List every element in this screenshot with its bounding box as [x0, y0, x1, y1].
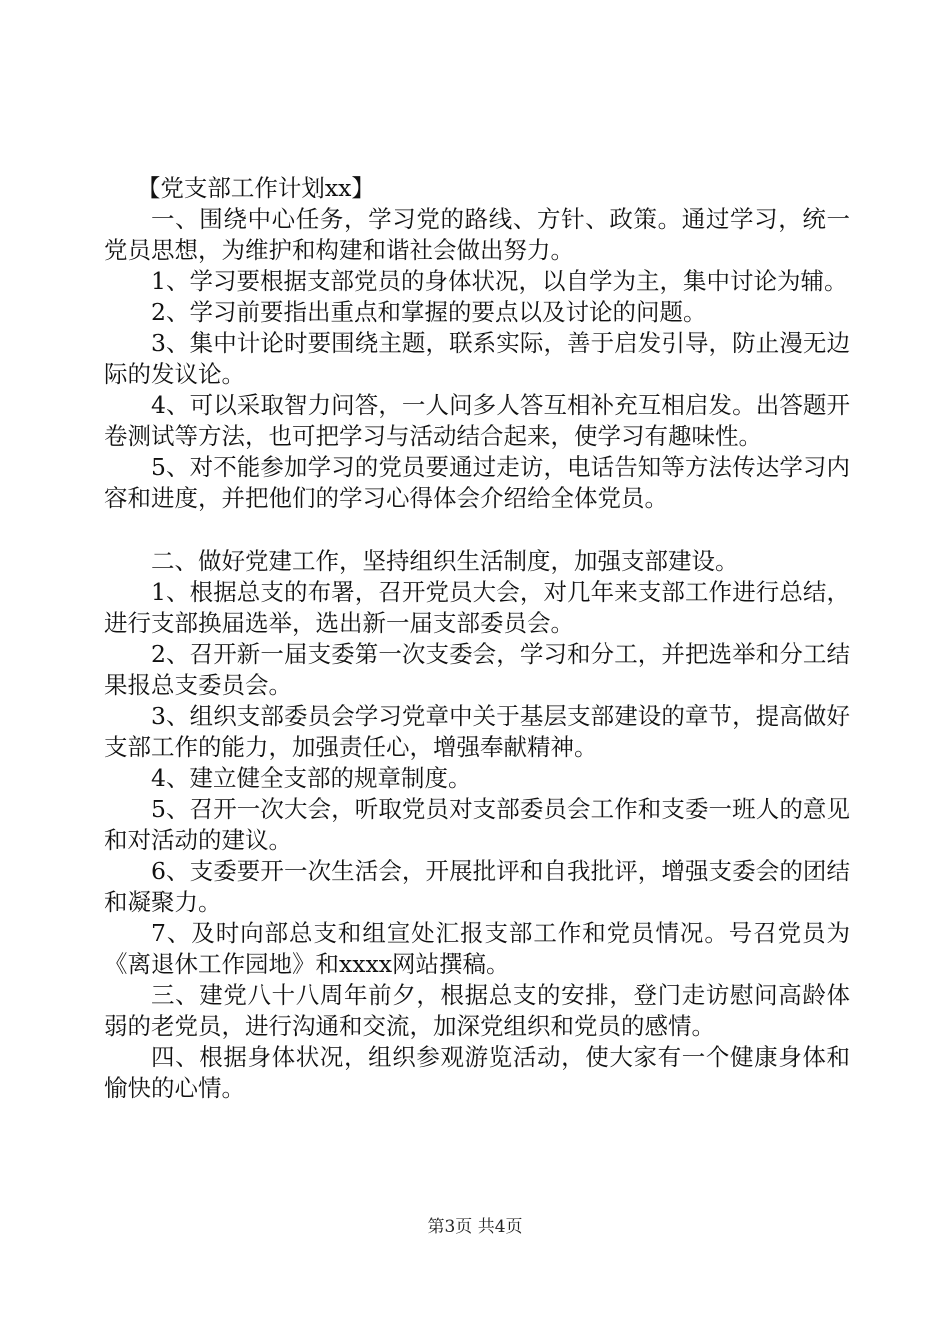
- section-4-heading: 四、根据身体状况，组织参观游览活动，使大家有一个健康身体和愉快的心情。: [104, 1043, 850, 1102]
- section-1-item-4: 4、可以采取智力问答，一人问多人答互相补充互相启发。出答题开卷测试等方法，也可把学习与活动结合起来，使学习有趣味性。: [104, 391, 850, 450]
- section-1-item-2: 2、学习前要指出重点和掌握的要点以及讨论的问题。: [151, 298, 707, 326]
- section-1-item-3: 3、集中计论时要围绕主题，联系实际，善于启发引导，防止漫无边际的发议论。: [104, 329, 850, 388]
- section-1-item-5: 5、对不能参加学习的党员要通过走访，电话告知等方法传达学习内容和进度，并把他们的学习心得体会介绍给全体党员。: [104, 453, 850, 512]
- section-2-item-3: 3、组织支部委员会学习党章中关于基层支部建设的章节，提高做好支部工作的能力，加强责任心，增强奉献精神。: [104, 702, 850, 761]
- section-2-item-1: 1、根据总支的布署，召开党员大会，对几年来支部工作进行总结，进行支部换届选举，选出新一届支部委员会。: [104, 578, 850, 637]
- section-2-item-4: 4、建立健全支部的规章制度。: [151, 764, 472, 792]
- section-2-item-5: 5、召开一次大会，听取党员对支部委员会工作和支委一班人的意见和对活动的建议。: [104, 795, 850, 854]
- document-body: [104, 173, 850, 1104]
- section-1-heading: 一、围绕中心任务，学习党的路线、方针、政策。通过学习，统一党员思想，为维护和构建和谐社会做出努力。: [104, 205, 850, 264]
- section-2-item-7: 7、及时向部总支和组宣处汇报支部工作和党员情况。号召党员为《离退休工作园地》和xxxx网站撰稿。: [104, 919, 850, 978]
- section-2-item-2: 2、召开新一届支委第一次支委会，学习和分工，并把选举和分工结果报总支委员会。: [104, 640, 850, 699]
- section-3-heading: 三、建党八十八周年前夕，根据总支的安排，登门走访慰问高龄体弱的老党员，进行沟通和交流，加深党组织和党员的感情。: [104, 981, 850, 1040]
- section-2-heading: 二、做好党建工作，坚持组织生活制度，加强支部建设。: [151, 547, 739, 575]
- paragraph-spacer: [104, 514, 850, 546]
- page-number-footer: 第3页 共4页: [427, 1217, 523, 1237]
- section-1-item-1: 1、学习要根据支部党员的身体状况，以自学为主，集中讨论为辅。: [151, 267, 848, 295]
- document-title: 【党支部工作计划xx】: [136, 174, 375, 202]
- section-2-item-6: 6、支委要开一次生活会，开展批评和自我批评，增强支委会的团结和凝聚力。: [104, 857, 850, 916]
